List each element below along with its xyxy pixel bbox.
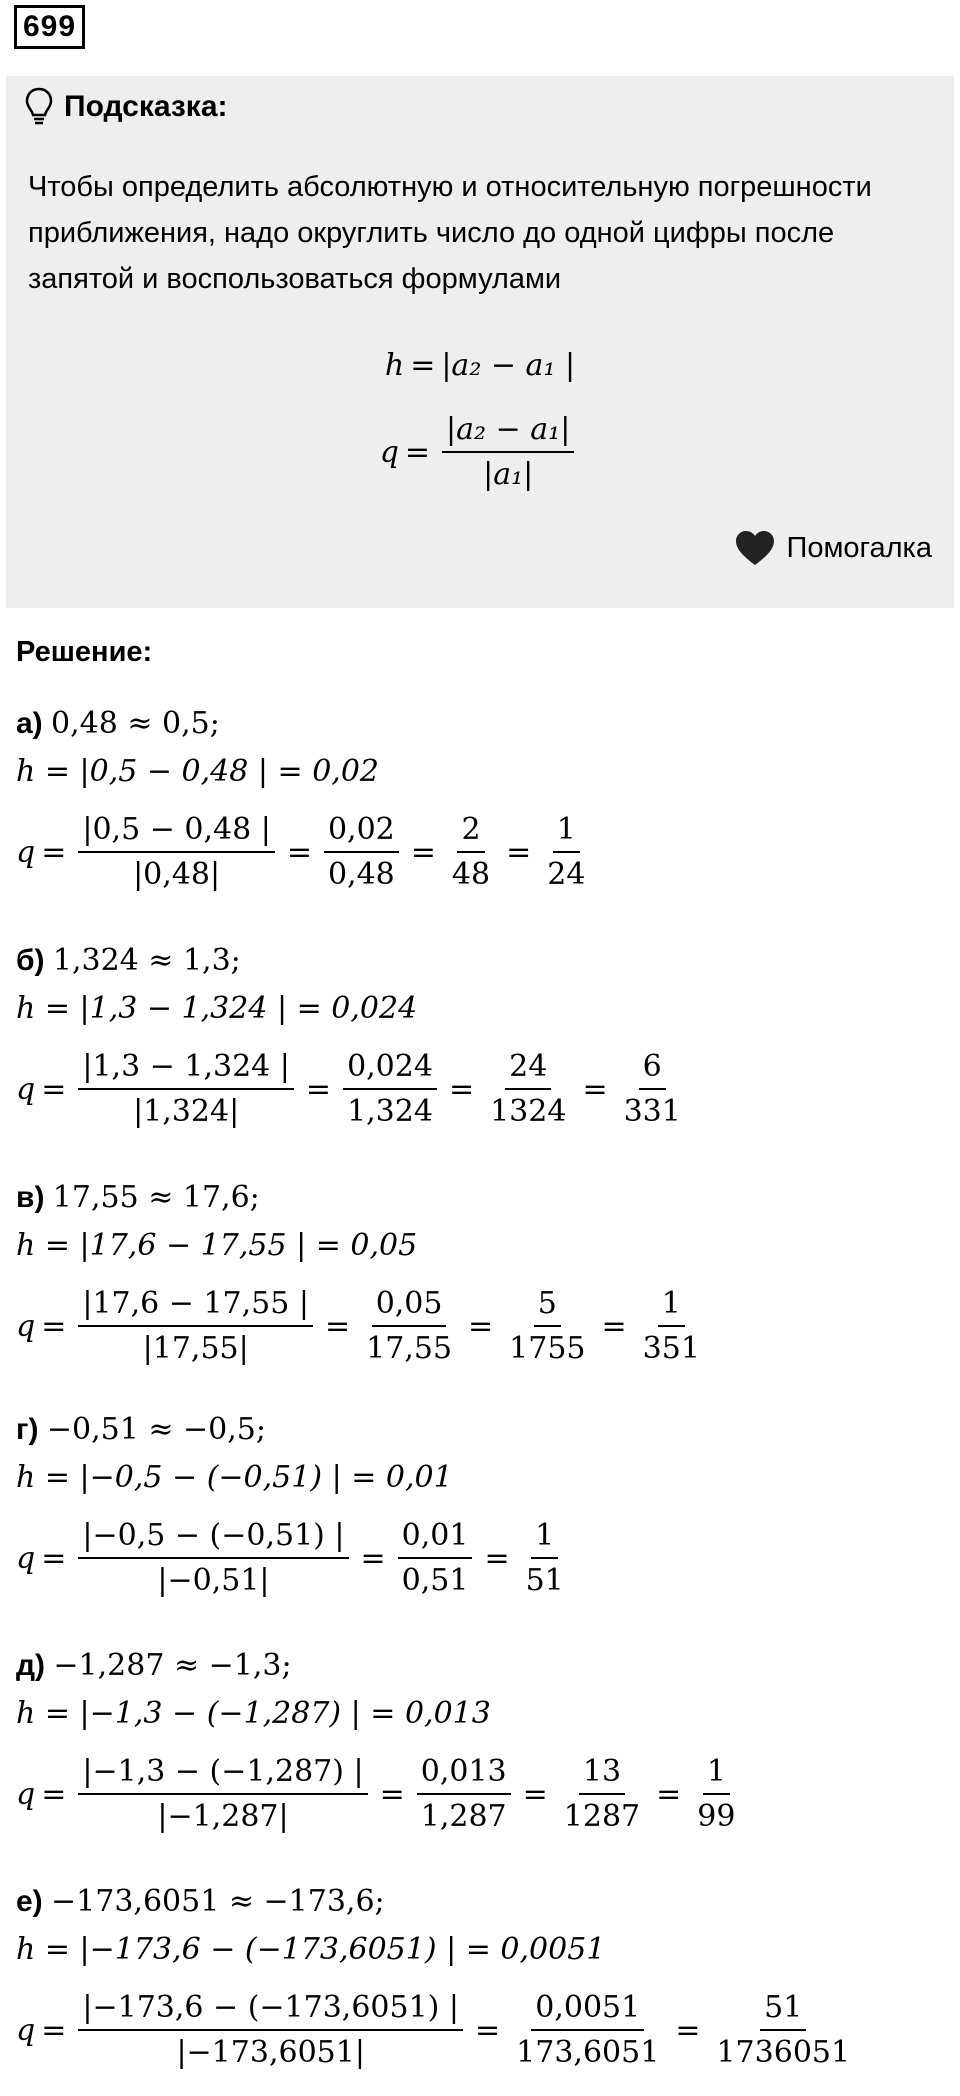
fraction bbox=[505, 1286, 589, 1366]
eq-sign: = bbox=[522, 1776, 548, 1812]
fraction-denominator: 351 bbox=[642, 1331, 700, 1366]
fraction-denominator: 51 bbox=[525, 1563, 564, 1598]
q-fraction bbox=[78, 1286, 313, 1366]
fraction-numerator: 6 bbox=[639, 1049, 666, 1090]
fraction-numerator: |−1,3 − (−1,287) | bbox=[78, 1754, 367, 1795]
part-label: а) bbox=[16, 707, 43, 740]
eq-sign: = bbox=[506, 834, 532, 870]
formula-q-eq: = bbox=[404, 434, 431, 470]
approx-value: 0,48 ≈ 0,5; bbox=[51, 706, 220, 741]
fraction-numerator: 1 bbox=[553, 812, 580, 853]
fraction bbox=[324, 812, 399, 892]
fraction-numerator: |1,3 − 1,324 | bbox=[78, 1049, 294, 1090]
approx-value: 17,55 ≈ 17,6; bbox=[52, 1180, 260, 1215]
hint-text: Чтобы определить абсолютную и относительную погрешности приближения, надо округлить число до одной цифры после запятой и воспользоваться формулами bbox=[28, 171, 872, 295]
solution-part bbox=[16, 1174, 710, 1376]
fraction-denominator: |−1,287| bbox=[157, 1799, 289, 1834]
fraction-numerator: 1 bbox=[703, 1754, 730, 1795]
eq-sign: = bbox=[325, 1308, 351, 1344]
fraction-denominator: 331 bbox=[623, 1094, 681, 1129]
formula-h-eq: = bbox=[410, 348, 436, 383]
fraction-numerator: 13 bbox=[579, 1754, 625, 1795]
fraction bbox=[417, 1754, 511, 1834]
fraction bbox=[560, 1754, 644, 1834]
eq-sign: = bbox=[305, 1071, 332, 1107]
fraction-numerator: 1 bbox=[658, 1286, 685, 1327]
fraction-numerator: 2 bbox=[457, 812, 484, 853]
formula-q-fraction bbox=[442, 412, 574, 492]
part-label: е) bbox=[16, 1885, 43, 1918]
fraction-denominator: 0,51 bbox=[401, 1563, 469, 1598]
eq-sign: = bbox=[379, 1776, 405, 1812]
formula-h-body: |a₂ − a₁ | bbox=[441, 348, 576, 383]
formula-h bbox=[6, 348, 954, 383]
fraction-denominator: |−173,6051| bbox=[176, 2035, 365, 2070]
problem-number: 699 bbox=[14, 5, 85, 49]
fraction-denominator: 1755 bbox=[509, 1331, 586, 1366]
fraction bbox=[639, 1286, 704, 1366]
eq-sign: = bbox=[468, 1308, 494, 1344]
fraction bbox=[343, 1049, 437, 1129]
eq-sign: = bbox=[484, 1540, 510, 1576]
eq-sign: = bbox=[41, 1071, 67, 1107]
fraction bbox=[512, 1990, 663, 2070]
q-symbol: q bbox=[16, 1776, 36, 1812]
fraction-numerator: |0,5 − 0,48 | bbox=[78, 812, 274, 853]
part-label: б) bbox=[16, 944, 45, 977]
hint-header bbox=[24, 86, 228, 128]
part-label: г) bbox=[16, 1413, 39, 1446]
fraction-numerator: 0,02 bbox=[324, 812, 399, 853]
fraction-numerator: 51 bbox=[760, 1990, 806, 2031]
fraction bbox=[712, 1990, 854, 2070]
q-fraction bbox=[78, 1049, 294, 1129]
eq-sign: = bbox=[656, 1776, 682, 1812]
fraction-numerator: 5 bbox=[534, 1286, 561, 1327]
fraction-denominator: 17,55 bbox=[366, 1331, 453, 1366]
q-symbol: q bbox=[16, 834, 36, 870]
q-line bbox=[16, 1744, 745, 1844]
approx-line bbox=[16, 1642, 745, 1690]
eq-sign: = bbox=[41, 834, 67, 870]
h-line: h = |17,6 − 17,55 | = 0,05 bbox=[16, 1228, 418, 1263]
fraction-denominator: 1,287 bbox=[420, 1799, 507, 1834]
fraction bbox=[620, 1049, 685, 1129]
h-line: h = |−1,3 − (−1,287) | = 0,013 bbox=[16, 1696, 491, 1731]
h-line: h = |−0,5 − (−0,51) | = 0,01 bbox=[16, 1460, 453, 1495]
solution-part bbox=[16, 1406, 574, 1608]
q-fraction bbox=[78, 1754, 367, 1834]
eq-sign: = bbox=[41, 1308, 67, 1344]
fraction-numerator: 0,013 bbox=[417, 1754, 511, 1795]
fraction-numerator: 0,01 bbox=[398, 1518, 473, 1559]
q-symbol: q bbox=[16, 1071, 36, 1107]
solution-part bbox=[16, 1878, 860, 2080]
approx-line bbox=[16, 1174, 710, 1222]
approx-line bbox=[16, 1878, 860, 1926]
part-label: в) bbox=[16, 1181, 45, 1214]
h-line: h = |−173,6 − (−173,6051) | = 0,0051 bbox=[16, 1932, 606, 1967]
eq-sign: = bbox=[448, 1071, 475, 1107]
eq-sign: = bbox=[360, 1540, 386, 1576]
fraction-denominator: 99 bbox=[697, 1799, 736, 1834]
formula-q bbox=[6, 412, 954, 492]
fraction-numerator: |17,6 − 17,55 | bbox=[78, 1286, 313, 1327]
fraction-denominator: 48 bbox=[451, 857, 491, 892]
approx-value: −173,6051 ≈ −173,6; bbox=[51, 1884, 385, 1919]
formula-q-lhs: q bbox=[379, 434, 399, 470]
brand-label: Помогалка bbox=[786, 531, 932, 564]
eq-sign: = bbox=[410, 834, 436, 870]
fraction-denominator: |17,55| bbox=[142, 1331, 249, 1366]
q-fraction bbox=[78, 1518, 348, 1598]
q-fraction bbox=[78, 1990, 463, 2070]
solution-part bbox=[16, 937, 691, 1139]
fraction-denominator: |1,324| bbox=[133, 1094, 240, 1129]
fraction-numerator: 1 bbox=[531, 1518, 558, 1559]
fraction-denominator: 24 bbox=[547, 857, 586, 892]
brand[interactable] bbox=[733, 528, 932, 568]
formula-h-lhs: h bbox=[384, 348, 405, 383]
hint-title: Подсказка: bbox=[64, 90, 228, 123]
solution-part bbox=[16, 1642, 745, 1844]
hint-box bbox=[6, 76, 954, 608]
h-line: h = |0,5 − 0,48 | = 0,02 bbox=[16, 754, 380, 789]
eq-sign: = bbox=[41, 1540, 67, 1576]
fraction-numerator: 0,0051 bbox=[531, 1990, 644, 2031]
fraction-numerator: |−0,5 − (−0,51) | bbox=[78, 1518, 348, 1559]
q-symbol: q bbox=[16, 2012, 36, 2048]
solution-part bbox=[16, 700, 595, 902]
eq-sign: = bbox=[41, 2012, 67, 2048]
fraction-denominator: 1324 bbox=[490, 1094, 567, 1129]
fraction-denominator: 1736051 bbox=[716, 2035, 851, 2070]
q-symbol: q bbox=[16, 1540, 36, 1576]
eq-sign: = bbox=[286, 834, 312, 870]
approx-line bbox=[16, 1406, 574, 1454]
fraction bbox=[486, 1049, 570, 1129]
approx-value: −1,287 ≈ −1,3; bbox=[53, 1648, 292, 1683]
eq-sign: = bbox=[475, 2012, 501, 2048]
approx-value: −0,51 ≈ −0,5; bbox=[46, 1412, 266, 1447]
eq-sign: = bbox=[582, 1071, 608, 1107]
q-line bbox=[16, 1508, 574, 1608]
q-line bbox=[16, 1980, 860, 2080]
eq-sign: = bbox=[601, 1308, 627, 1344]
solution-title: Решение: bbox=[16, 636, 153, 668]
heart-icon bbox=[733, 528, 777, 568]
fraction-numerator: 0,05 bbox=[372, 1286, 447, 1327]
approx-value: 1,324 ≈ 1,3; bbox=[52, 943, 241, 978]
q-line bbox=[16, 802, 595, 902]
eq-sign: = bbox=[41, 1776, 67, 1812]
fraction-denominator: |0,48| bbox=[133, 857, 221, 892]
fraction bbox=[448, 812, 494, 892]
fraction-denominator: 1287 bbox=[563, 1799, 641, 1834]
fraction bbox=[543, 812, 589, 892]
fraction bbox=[693, 1754, 739, 1834]
approx-line bbox=[16, 700, 595, 748]
fraction-numerator: |−173,6 − (−173,6051) | bbox=[78, 1990, 463, 2031]
fraction bbox=[362, 1286, 456, 1366]
q-line bbox=[16, 1276, 710, 1376]
fraction-denominator: |−0,51| bbox=[157, 1563, 270, 1598]
lightbulb-icon bbox=[24, 86, 54, 128]
fraction-numerator: 0,024 bbox=[343, 1049, 437, 1090]
formula-q-num: |a₂ − a₁| bbox=[442, 412, 574, 453]
fraction-numerator: 24 bbox=[505, 1049, 551, 1090]
eq-sign: = bbox=[675, 2012, 701, 2048]
q-symbol: q bbox=[16, 1308, 36, 1344]
fraction bbox=[398, 1518, 473, 1598]
formula-q-den: |a₁| bbox=[483, 457, 534, 492]
fraction-denominator: 173,6051 bbox=[516, 2035, 660, 2070]
fraction-denominator: 1,324 bbox=[347, 1094, 433, 1129]
fraction bbox=[522, 1518, 568, 1598]
q-line bbox=[16, 1039, 691, 1139]
h-line: h = |1,3 − 1,324 | = 0,024 bbox=[16, 991, 418, 1026]
approx-line bbox=[16, 937, 691, 985]
part-label: д) bbox=[16, 1649, 46, 1682]
q-fraction bbox=[78, 812, 274, 892]
fraction-denominator: 0,48 bbox=[327, 857, 395, 892]
